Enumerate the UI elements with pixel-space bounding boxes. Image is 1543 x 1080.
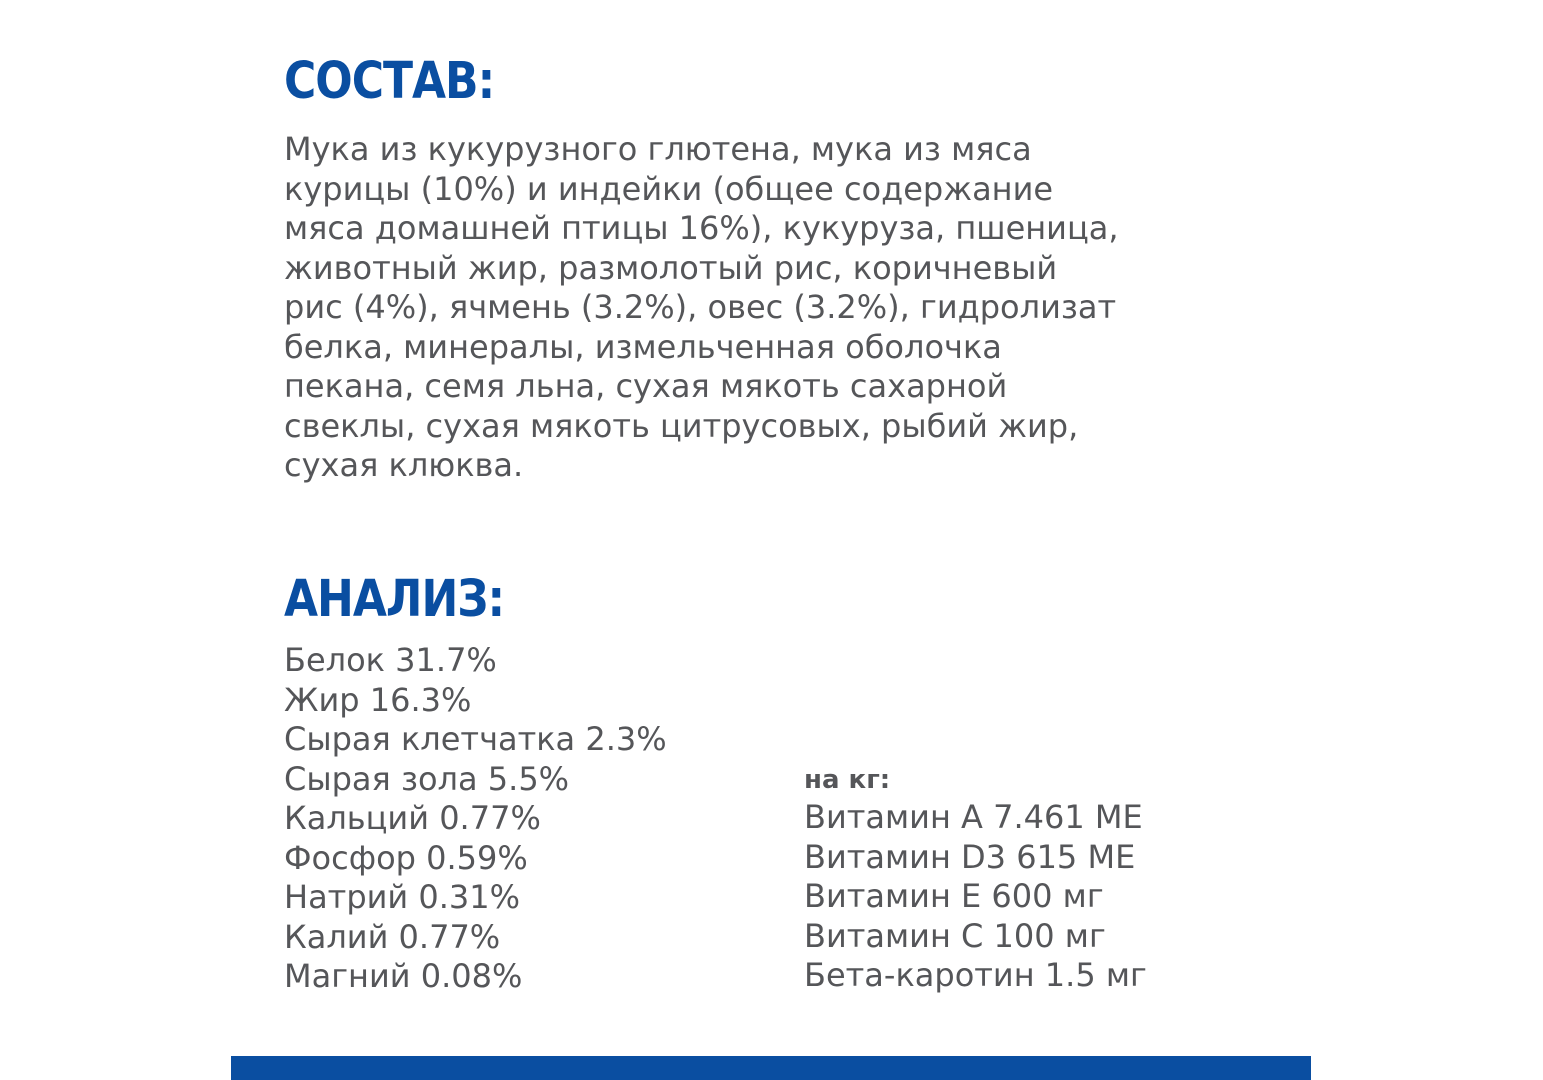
analysis-item: Сырая клетчатка 2.3% — [284, 720, 667, 758]
composition-text — [284, 130, 1224, 486]
analysis-item: Сырая зола 5.5% — [284, 759, 570, 798]
composition-line: пекана, семя льна, сухая мякоть сахарной — [284, 367, 1008, 405]
vitamin-item: Бета-каротин 1.5 мг — [804, 956, 1147, 994]
bottom-accent-bar — [231, 1056, 1311, 1080]
analysis-item: Натрий 0.31% — [284, 878, 521, 916]
composition-line: курицы (10%) и индейки (общее содержание — [284, 169, 1054, 208]
composition-line: Мука из кукурузного глютена, мука из мяса — [284, 130, 1032, 168]
composition-line: мяса домашней птицы 16%), кукуруза, пшеница, — [284, 209, 1119, 247]
composition-line: свеклы, сухая мякоть цитрусовых, рыбий жир, — [284, 406, 1079, 445]
analysis-item: Белок 31.7% — [284, 641, 497, 679]
vitamins-list — [804, 798, 1147, 996]
vitamin-item: Витамин Е 600 мг — [804, 877, 1104, 915]
vitamin-item: Витамин A 7.461 МЕ — [804, 798, 1143, 836]
analysis-item: Калий 0.77% — [284, 917, 501, 956]
vitamin-item: Витамин С 100 мг — [804, 916, 1106, 955]
composition-line: сухая клюква. — [284, 446, 524, 484]
analysis-item: Фосфор 0.59% — [284, 838, 528, 877]
analysis-item: Жир 16.3% — [284, 680, 472, 719]
composition-heading: СОСТАВ: — [284, 52, 495, 111]
per-kg-label: на кг: — [804, 765, 891, 795]
composition-line: животный жир, размолотый рис, коричневый — [284, 248, 1058, 287]
vitamin-item: Витамин D3 615 МЕ — [804, 837, 1136, 876]
analysis-heading: АНАЛИЗ: — [284, 570, 505, 629]
analysis-item: Магний 0.08% — [284, 957, 523, 995]
composition-line: белка, минералы, измельченная оболочка — [284, 327, 1002, 366]
composition-line: рис (4%), ячмень (3.2%), овес (3.2%), гидролизат — [284, 288, 1117, 326]
analysis-item: Кальций 0.77% — [284, 799, 541, 837]
analysis-list — [284, 641, 667, 997]
